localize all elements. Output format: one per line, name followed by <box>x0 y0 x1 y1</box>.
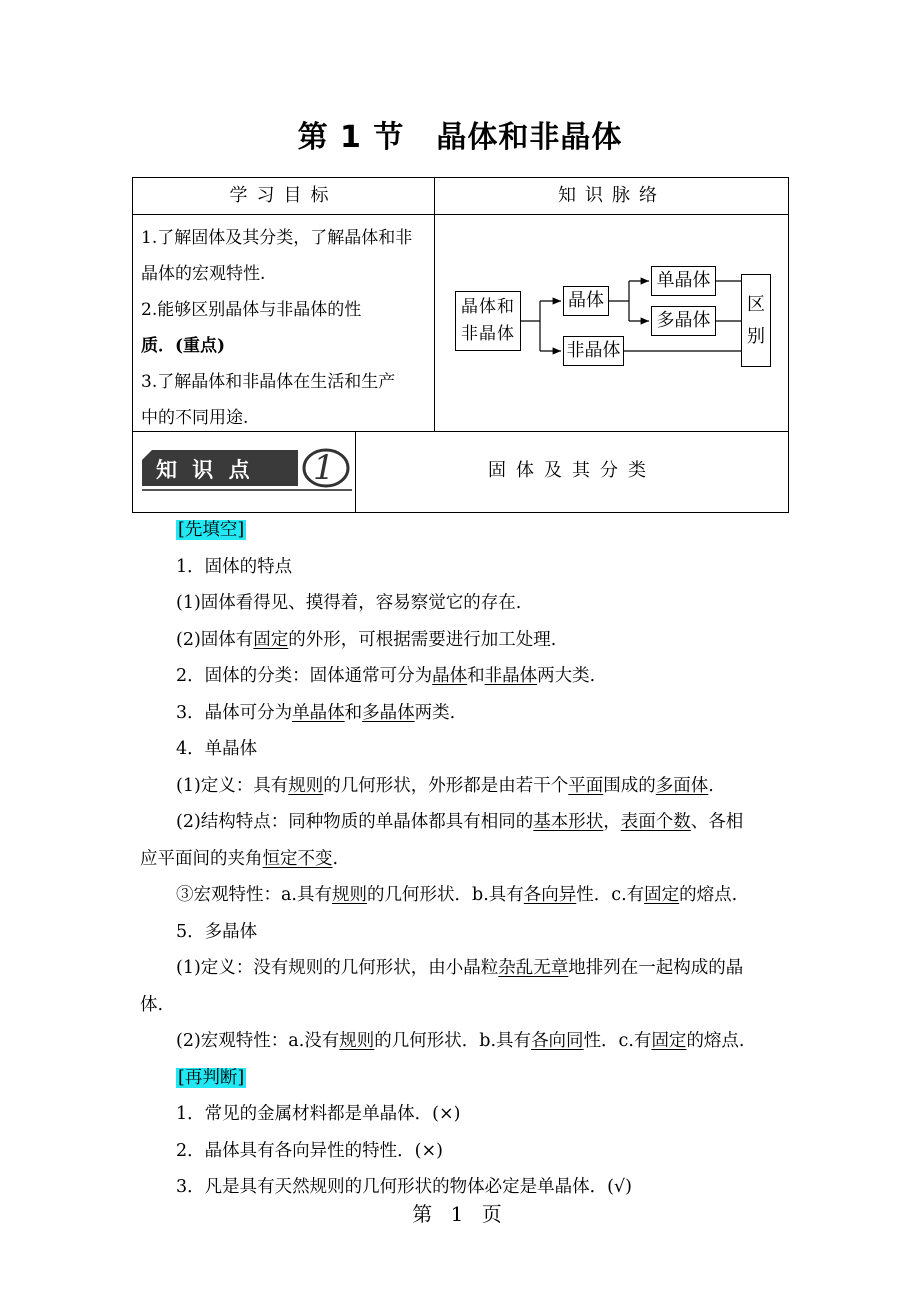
answer-blank: 固定 <box>644 885 680 905</box>
page-title <box>0 112 920 156</box>
goal-line: 1.了解固体及其分类，了解晶体和非 <box>141 228 413 248</box>
content-line: ③宏观特性：a.具有规则的几何形状．b.具有各向异性．c.有固定的熔点. <box>176 885 738 905</box>
section-number: 第 1 节 <box>297 120 405 155</box>
map-box-crystal: 晶体 <box>563 286 609 316</box>
content-line: (1)定义：没有规则的几何形状，由小晶粒杂乱无章地排列在一起构成的晶 <box>176 958 744 978</box>
answer-blank: 规则 <box>339 1031 375 1051</box>
answer-blank: 单晶体 <box>292 702 345 723</box>
answer-blank: 多面体 <box>655 775 709 796</box>
answer-blank: 固定 <box>253 629 289 650</box>
judgement-line: 1．常见的金属材料都是单晶体．(×) <box>176 1104 461 1124</box>
content-line: (2)结构特点：同种物质的单晶体都具有相同的基本形状，表面个数、各相 <box>176 812 744 832</box>
main-content <box>140 512 800 1206</box>
goal-line: 3.了解晶体和非晶体在生活和生产 <box>141 372 396 392</box>
answer-blank: 非晶体 <box>484 666 538 686</box>
content-line: (2)宏观特性：a.没有规则的几何形状．b.具有各向同性．c.有固定的熔点. <box>176 1031 745 1051</box>
section-name: 晶体和非晶体 <box>436 120 623 155</box>
map-box-root <box>455 291 521 351</box>
answer-blank: 各向异 <box>523 885 577 905</box>
goal-line: 晶体的宏观特性. <box>141 264 266 284</box>
banner-label: 知 识 点 <box>156 458 254 482</box>
answer-blank: 规则 <box>332 885 367 905</box>
answer-blank: 各向同 <box>531 1031 584 1051</box>
banner-number: 1 <box>313 448 335 488</box>
content-line: (2)固体有固定的外形，可根据需要进行加工处理. <box>176 629 557 650</box>
answer-blank: 晶体 <box>432 666 468 686</box>
content-line: 2．固体的分类：固体通常可分为晶体和非晶体两大类. <box>176 666 596 686</box>
answer-blank: 恒定不变 <box>262 848 333 869</box>
goal-line: 质．(重点) <box>141 336 226 356</box>
content-line: 5．多晶体 <box>176 921 258 942</box>
map-box-noncrystal: 非晶体 <box>563 336 624 366</box>
judgement-line: 3．凡是具有天然规则的几何形状的物体必定是单晶体．(√) <box>176 1177 632 1197</box>
content-line: 3．晶体可分为单晶体和多晶体两类. <box>176 702 456 723</box>
answer-blank: 规则 <box>288 775 324 796</box>
map-box-difference: 区别 <box>741 274 771 367</box>
answer-blank: 表面个数 <box>620 812 691 832</box>
judge-tag: [再判断] <box>178 1067 245 1088</box>
content-line: 1．固体的特点 <box>176 556 293 577</box>
knowledge-point-banner <box>138 446 352 494</box>
map-box-polycrystal: 多晶体 <box>651 306 716 336</box>
answer-blank: 平面 <box>568 775 604 796</box>
content-line: (1)定义：具有规则的几何形状，外形都是由若干个平面围成的多面体. <box>176 775 714 796</box>
answer-blank: 基本形状 <box>533 812 604 832</box>
section-heading: 固体及其分类 <box>488 460 656 481</box>
header-knowledge-map: 知识脉络 <box>558 185 666 206</box>
judgement-line: 2．晶体具有各向异性的特性．(×) <box>176 1140 443 1161</box>
map-box-single-crystal: 单晶体 <box>651 266 716 296</box>
fill-in-tag: [先填空] <box>178 520 245 540</box>
answer-blank: 固定 <box>651 1031 687 1051</box>
answer-blank: 杂乱无章 <box>498 958 569 978</box>
content-line: 应平面间的夹角恒定不变. <box>140 848 339 869</box>
content-line: 体. <box>140 994 164 1015</box>
answer-blank: 多晶体 <box>362 702 415 723</box>
content-line: (1)固体看得见、摸得着，容易察觉它的存在. <box>176 593 522 613</box>
content-line: 4．单晶体 <box>176 739 258 759</box>
goal-line: 2.能够区别晶体与非晶体的性 <box>141 300 362 320</box>
map-label: 晶体和非晶体 <box>461 297 515 344</box>
goal-line: 中的不同用途. <box>141 408 249 428</box>
header-goals: 学习目标 <box>229 185 338 206</box>
page-footer: 第 1 页 <box>412 1202 508 1226</box>
